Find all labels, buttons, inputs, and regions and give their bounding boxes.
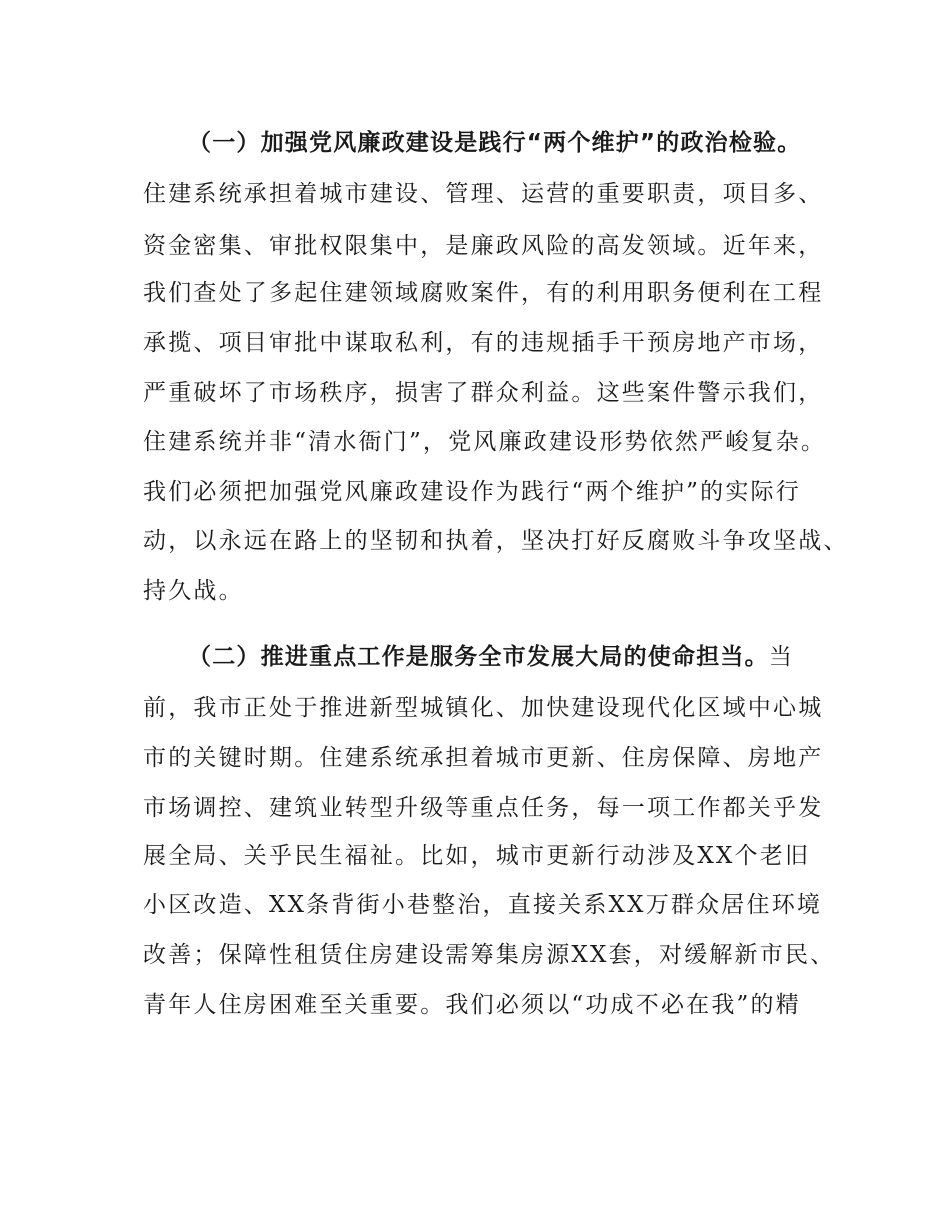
section1-line-5: 严重破坏了市场秩序，损害了群众利益。这些案件警示我们， xyxy=(143,380,824,406)
section1-line-3: 我们查处了多起住建领域腐败案件，有的利用职务便利在工程 xyxy=(143,280,824,306)
section2-line-6: 改善；保障性租赁住房建设需筹集房源XX套，对缓解新市民、 xyxy=(143,942,836,968)
section2-line-1: 前，我市正处于推进新型城镇化、加快建设现代化区域中心城 xyxy=(143,695,824,721)
section1-line-6: 住建系统并非“清水衙门”，党风廉政建设形势依然严峻复杂。 xyxy=(143,429,827,455)
section2-line-3: 市场调控、建筑业转型升级等重点任务，每一项工作都关乎发 xyxy=(143,795,824,821)
section2-heading-line xyxy=(188,637,794,677)
section1-line-9: 持久战。 xyxy=(143,578,244,604)
section1-heading-line xyxy=(188,123,801,163)
section1-heading: （一）加强党风廉政建设是践行“两个维护”的政治检验。 xyxy=(188,130,802,156)
section1-line-1: 住建系统承担着城市建设、管理、运营的重要职责，项目多、 xyxy=(143,181,824,207)
section2-heading: （二）推进重点工作是服务全市发展大局的使命担当。 xyxy=(188,644,769,670)
section2-line-2: 市的关键时期。住建系统承担着城市更新、住房保障、房地产 xyxy=(143,745,824,771)
section2-line-4: 展全局、关乎民生福祉。比如，城市更新行动涉及XX个老旧 xyxy=(143,843,811,869)
section2-line-7: 青年人住房困难至关重要。我们必须以“功成不必在我”的精 xyxy=(143,992,801,1018)
section1-line-7: 我们必须把加强党风廉政建设作为践行“两个维护”的实际行 xyxy=(143,479,801,505)
section2-heading-tail: 当 xyxy=(768,644,795,670)
section1-line-2: 资金密集、审批权限集中，是廉政风险的高发领域。近年来， xyxy=(143,233,824,259)
section2-line-5: 小区改造、XX条背街小巷整治，直接关系XX万群众居住环境 xyxy=(143,892,823,918)
section1-line-8: 动，以永远在路上的坚韧和执着，坚决打好反腐败斗争攻坚战、 xyxy=(143,528,849,554)
section1-line-4: 承揽、项目审批中谋取私利，有的违规插手干预房地产市场， xyxy=(143,330,824,356)
